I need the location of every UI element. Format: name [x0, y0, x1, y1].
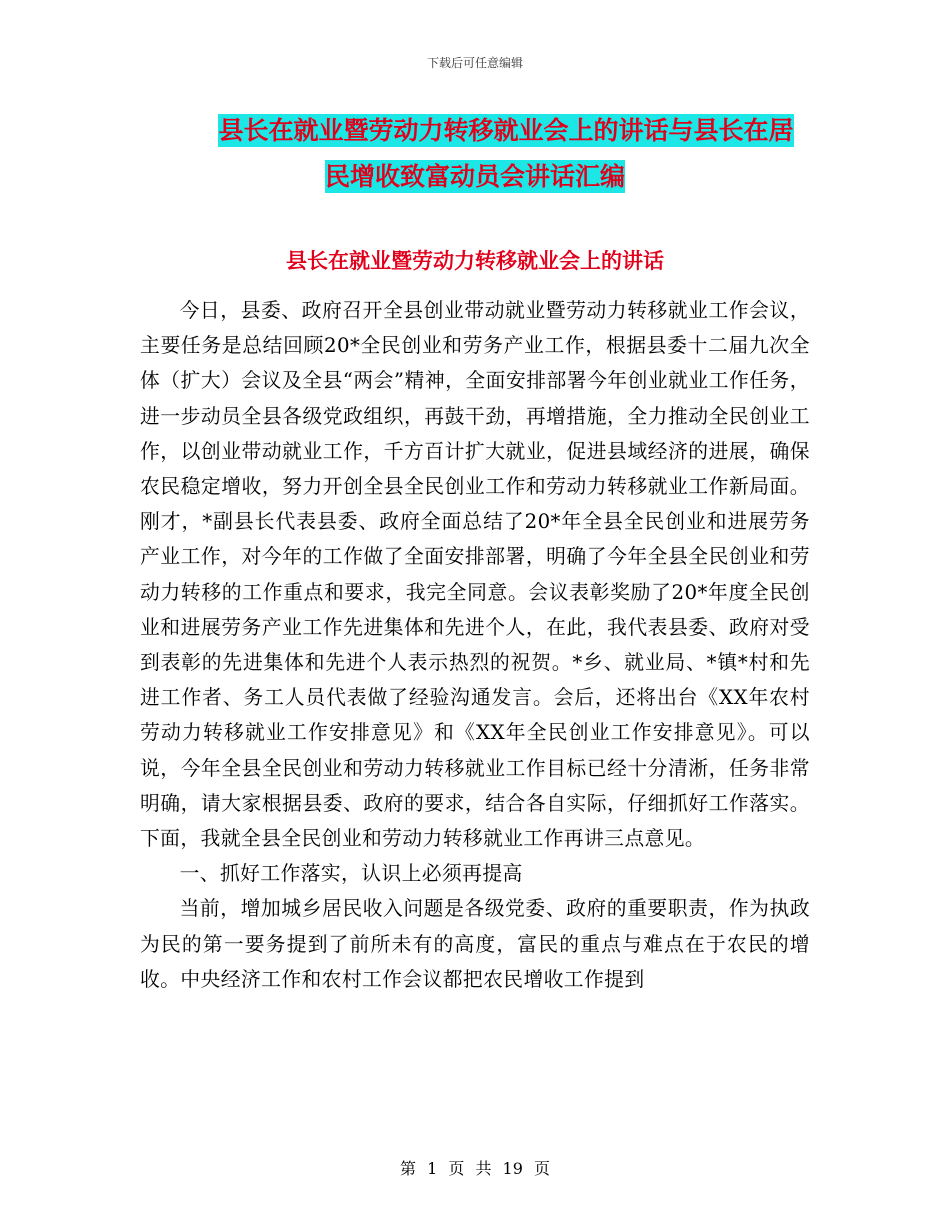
- document-title-line-2: [140, 154, 810, 200]
- header-note: 下载后可任意编辑: [426, 56, 523, 70]
- document-title: [140, 108, 810, 200]
- paragraph-2: 当前，增加城乡居民收入问题是各级党委、政府的重要职责，作为执政为民的第一要务提到了前所未有的高度，富民的重点与难点在于农民的增收。中央经济工作和农村工作会议都把农民增收工作提到: [140, 897, 810, 991]
- page-footer: 第 1 页 共 19 页: [400, 1159, 550, 1178]
- paragraph-heading-1: 一、抓好工作落实，认识上必须再提高: [179, 862, 523, 886]
- title-highlight-1: 县长在就业暨劳动力转移就业会上的讲话与县长在居: [218, 116, 794, 145]
- paragraph-1: 今日，县委、政府召开全县创业带动就业暨劳动力转移就业工作会议，主要任务是总结回顾20*全民创业和劳务产业工作，根据县委十二届九次全体（扩大）会议及全县“两会”精神，全面安排部署今年创业就业工作任务，进一步动员全县各级党政组织，再鼓干劲，再增措施，全力推动全民创业工作，以创业带动就业工作，千方百计扩大就业，促进县域经济的进展，确保农民稳定增收，努力开创全县全民创业工作和劳动力转移就业工作新局面。刚才，*副县长代表县委、政府全面总结了20*年全县全民创业和进展劳务产业工作，对今年的工作做了全面安排部署，明确了今年全县全民创业和劳动力转移的工作重点和要求，我完全同意。会议表彰奖励了20*年度全民创业和进展劳务产业工作先进集体和先进个人，在此，我代表县委、政府对受到表彰的先进集体和先进个人表示热烈的祝贺。*乡、就业局、*镇*村和先进工作者、务工人员代表做了经验沟通发言。会后，还将出台《XX年农村劳动力转移就业工作安排意见》和《XX年全民创业工作安排意见》。可以说，今年全县全民创业和劳动力转移就业工作目标已经十分清淅，任务非常明确，请大家根据县委、政府的要求，结合各自实际，仔细抓好工作落实。下面，我就全县全民创业和劳动力转移就业工作再讲三点意见。: [140, 299, 810, 851]
- title-highlight-2: 民增收致富动员会讲话汇编: [324, 162, 625, 191]
- document-title-line-1: [140, 108, 810, 154]
- document-body: [140, 293, 810, 997]
- section-title: 县长在就业暨劳动力转移就业会上的讲话: [286, 249, 664, 273]
